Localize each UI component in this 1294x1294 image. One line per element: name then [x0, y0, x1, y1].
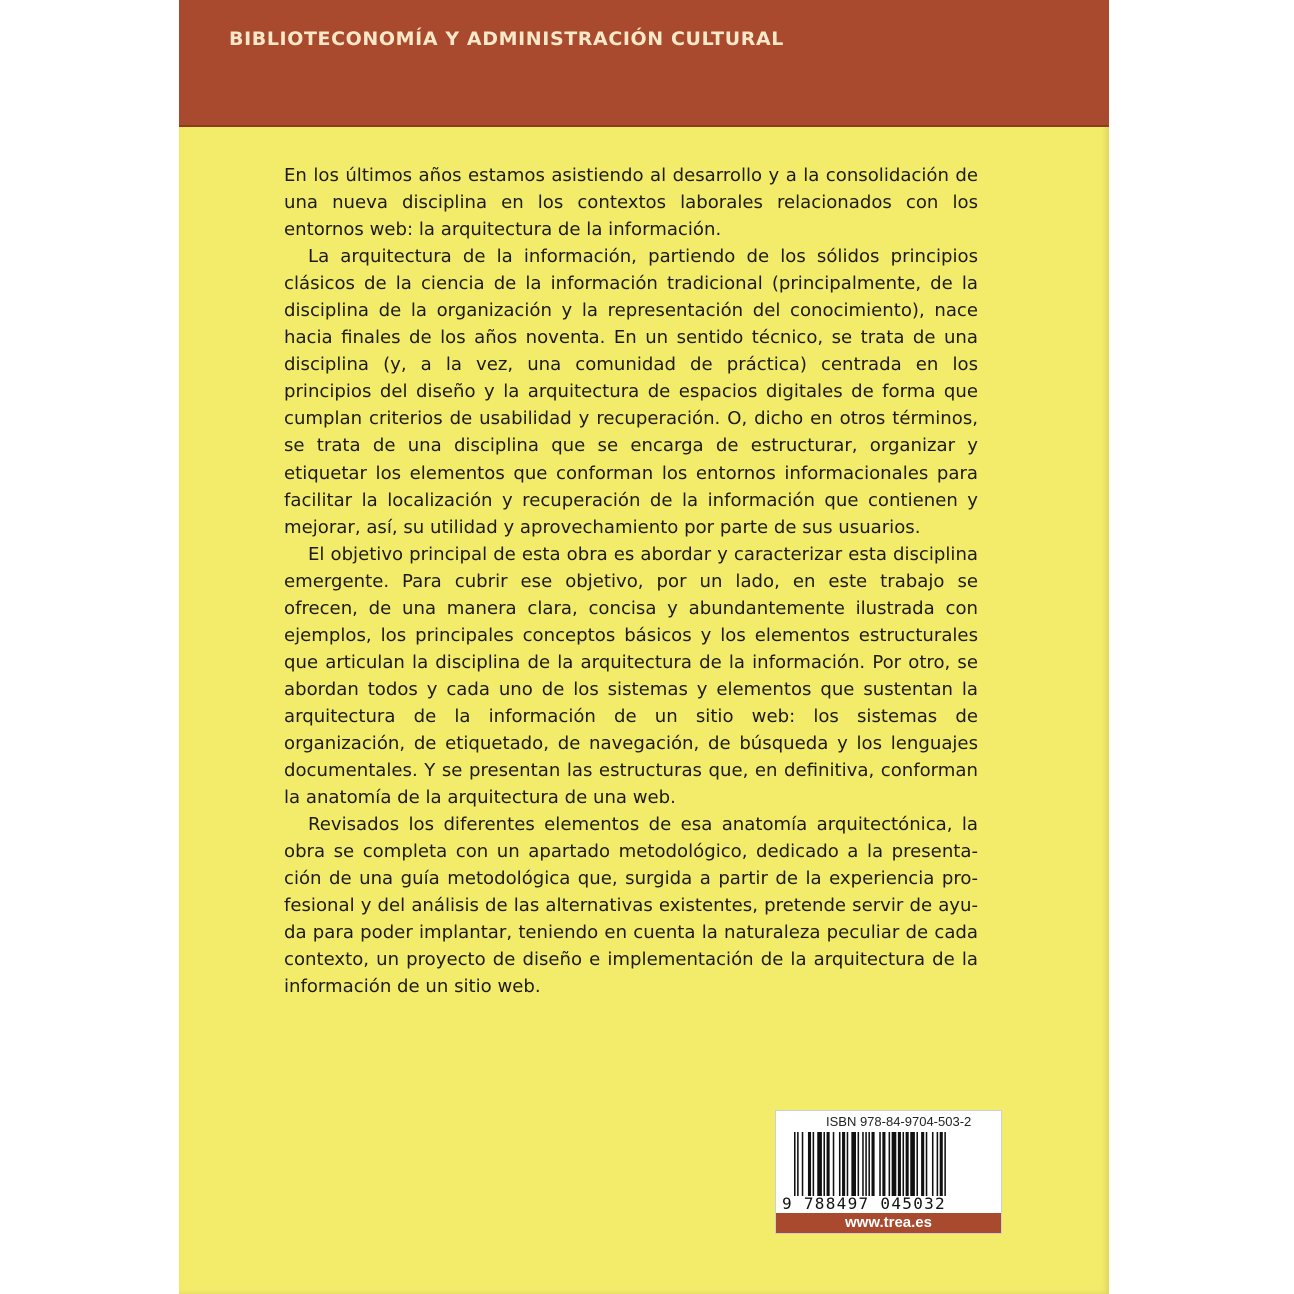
website-bar — [776, 1213, 1001, 1233]
barcode-icon — [782, 1132, 995, 1196]
blurb-paragraph: Revisados los diferentes elementos de esa anatomía arquitectónica, la obra se completa con un apartado metodológico, dedicado a la presentación de una guía metodológica que, surgida a partir de la experiencia profesional y del análisis de las alternativas existentes, pretende servir de ayuda para poder implantar, teniendo en cuenta la naturaleza peculiar de cada contexto, un proyecto de diseño e implementación de la arquitectura de la información de un sitio web. — [284, 814, 978, 998]
series-title: BIBLIOTECONOMÍA Y ADMINISTRACIÓN CULTURAL — [229, 28, 784, 50]
blurb-paragraph: La arquitectura de la información, partiendo de los sólidos principios clásicos de la ciencia de la información tradicional (principalmente, de la disciplina de la organización y la representación del conocimiento), nace hacia finales de los años noventa. En un sentido técnico, se trata de una disciplina (y, a la vez, una comunidad de práctica) centrada en los principios del diseño y la arquitectura de espacios digitales de forma que cumplan criterios de usabilidad y recuperación. O, dicho en otros términos, se trata de una disciplina que se encarga de estructurar, organizar y etiquetar los elementos que conforman los entornos informacionales para facilitar la localización y recuperación de la información que contienen y mejorar, así, su utilidad y aprovechamiento por parte de sus usuarios. — [284, 246, 978, 538]
website-link[interactable]: www.trea.es — [845, 1214, 932, 1231]
barcode-box — [775, 1110, 1002, 1234]
barcode-digits: 9 788497 045032 — [782, 1194, 946, 1213]
blurb-paragraph: El objetivo principal de esta obra es abordar y caracterizar esta disciplina emergente. Para cubrir ese objetivo, por un lado, en este trabajo se ofrecen, de una manera clara, concisa y abundantemente ilustrada con ejemplos, los principales conceptos básicos y los elementos estructurales que articulan la disciplina de la arquitectura de la información. Por otro, se abordan todos y cada uno de los sistemas y elementos que sustentan la arquitectura de la información de un sitio web: los sistemas de organización, de etiquetado, de navegación, de búsqueda y los lenguajes documentales. Y se presentan las estructuras que, en definitiva, conforman la anatomía de la arquitectura de una web. — [284, 543, 978, 809]
series-header-band — [179, 0, 1109, 127]
isbn-label: ISBN 978-84-9704-503-2 — [826, 1114, 972, 1129]
book-back-cover — [179, 0, 1109, 1294]
blurb-text — [284, 162, 978, 1000]
blurb-paragraph: En los últimos años estamos asistiendo al desarrollo y a la consolidación de una nueva disciplina en los contextos laborales relacionados con los entornos web: la arquitectura de la información. — [284, 165, 978, 241]
